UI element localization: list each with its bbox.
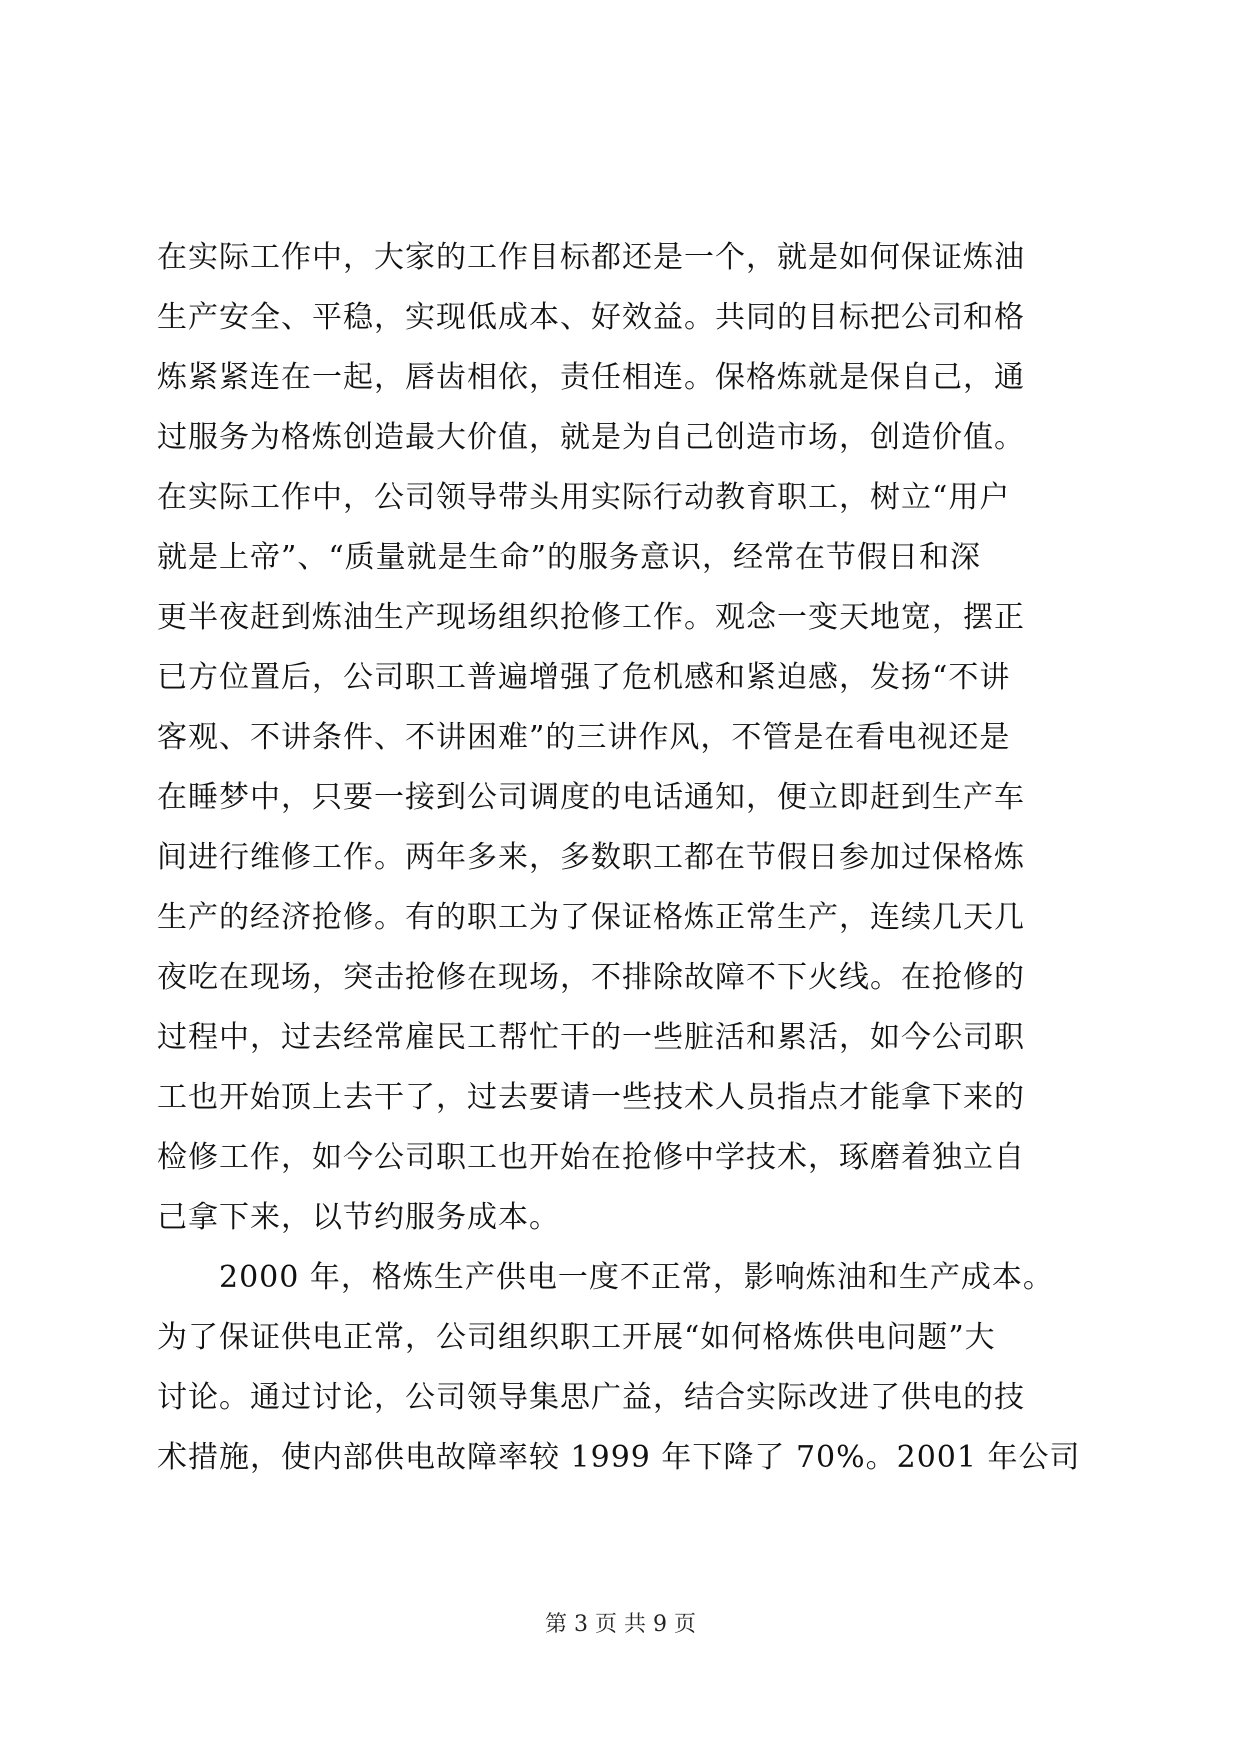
text-line: 生产的经济抢修。有的职工为了保证格炼正常生产，连续几天几: [157, 900, 1025, 935]
text-line: 讨论。通过讨论，公司领导集思广益，结合实际改进了供电的技: [157, 1380, 1025, 1415]
text-line: 过程中，过去经常雇民工帮忙干的一些脏活和累活，如今公司职: [157, 1020, 1025, 1055]
text-line: 在睡梦中，只要一接到公司调度的电话通知，便立即赶到生产车: [157, 780, 1025, 815]
text-line: 更半夜赶到炼油生产现场组织抢修工作。观念一变天地宽，摆正: [157, 600, 1025, 635]
page-footer: 第 3 页 共 9 页: [545, 1612, 696, 1637]
text-line: 炼紧紧连在一起，唇齿相依，责任相连。保格炼就是保自己，通: [157, 360, 1025, 395]
text-line: 间进行维修工作。两年多来，多数职工都在节假日参加过保格炼: [157, 840, 1025, 875]
text-line: 生产安全、平稳，实现低成本、好效益。共同的目标把公司和格: [157, 300, 1025, 335]
text-line: 就是上帝”、“质量就是生命”的服务意识，经常在节假日和深: [157, 540, 982, 575]
text-line: 夜吃在现场，突击抢修在现场，不排除故障不下火线。在抢修的: [157, 960, 1025, 995]
text-line: 检修工作，如今公司职工也开始在抢修中学技术，琢磨着独立自: [157, 1140, 1025, 1175]
text-line: 2000 年，格炼生产供电一度不正常，影响炼油和生产成本。: [157, 1260, 1054, 1295]
text-line: 在实际工作中，公司领导带头用实际行动教育职工，树立“用户: [157, 480, 1011, 515]
text-line: 己拿下来，以节约服务成本。: [157, 1200, 560, 1235]
text-line: 客观、不讲条件、不讲困难”的三讲作风，不管是在看电视还是: [157, 720, 1011, 755]
body-text: [157, 228, 1087, 1488]
text-line: 术措施，使内部供电故障率较 1999 年下降了 70%。2001 年公司: [157, 1440, 1081, 1475]
text-line: 过服务为格炼创造最大价值，就是为自己创造市场，创造价值。: [157, 420, 1025, 455]
text-line: 为了保证供电正常，公司组织职工开展“如何格炼供电问题”大: [157, 1320, 996, 1355]
text-line: 已方位置后，公司职工普遍增强了危机感和紧迫感，发扬“不讲: [157, 660, 1011, 695]
text-line: 在实际工作中，大家的工作目标都还是一个，就是如何保证炼油: [157, 240, 1025, 275]
text-line: 工也开始顶上去干了，过去要请一些技术人员指点才能拿下来的: [157, 1080, 1025, 1115]
